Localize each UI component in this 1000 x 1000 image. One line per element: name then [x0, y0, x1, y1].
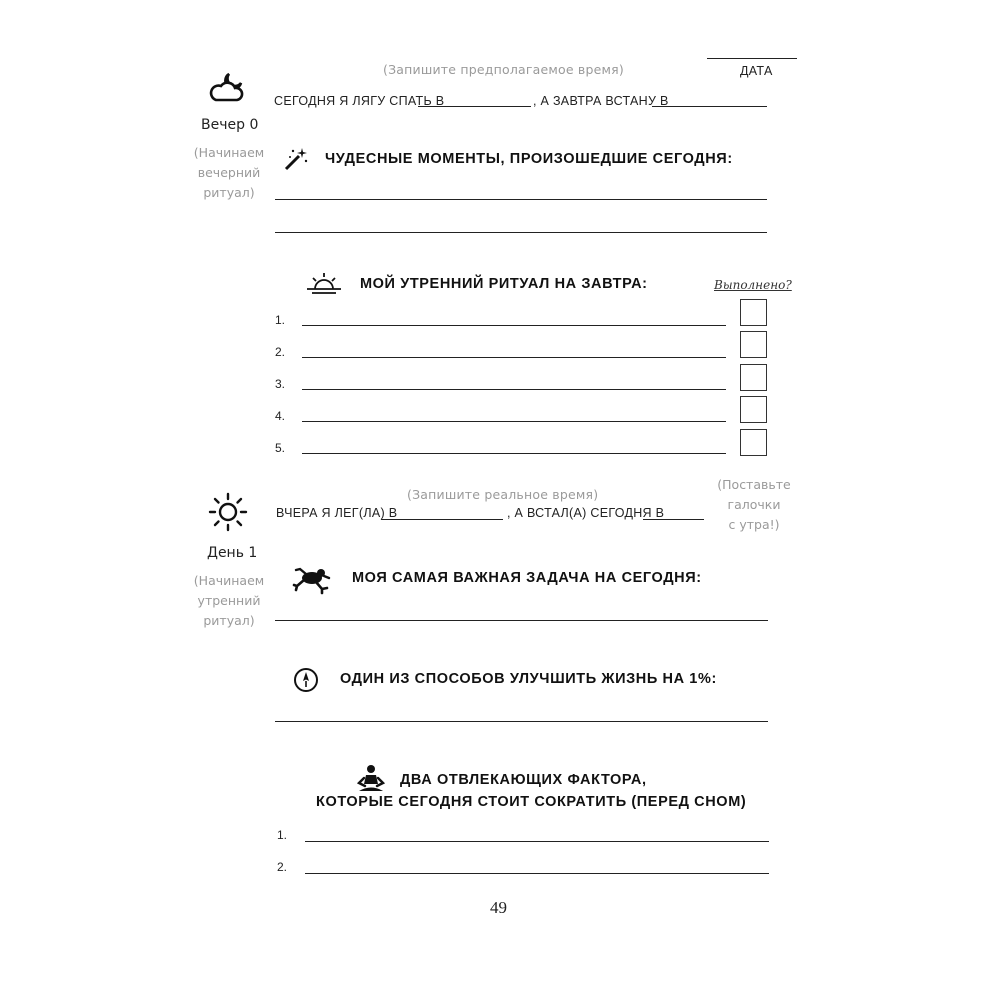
ritual-line-4[interactable]: [302, 421, 726, 422]
woke-up-field[interactable]: [643, 519, 704, 520]
important-task-heading: МОЯ САМАЯ ВАЖНАЯ ЗАДАЧА НА СЕГОДНЯ:: [352, 570, 702, 586]
sleep-sentence-part1: СЕГОДНЯ Я ЛЯГУ СПАТЬ В: [274, 94, 445, 108]
bedtime-field[interactable]: [418, 106, 531, 107]
ritual-num-2: 2.: [275, 345, 286, 359]
frog-icon: [292, 562, 332, 596]
ritual-num-5: 5.: [275, 441, 286, 455]
ritual-line-1[interactable]: [302, 325, 726, 326]
evening-ritual-hint: (Начинаем вечерний ритуал): [193, 145, 265, 200]
ritual-checkbox-1[interactable]: [740, 299, 767, 326]
went-to-bed-field[interactable]: [381, 519, 503, 520]
ritual-num-1: 1.: [275, 313, 286, 327]
morning-ritual-heading: МОЙ УТРЕННИЙ РИТУАЛ НА ЗАВТРА:: [360, 276, 648, 292]
morning-ritual-side-hint: (Начинаем утренний ритуал): [193, 573, 265, 628]
evening-title: Вечер 0: [201, 117, 259, 133]
planned-time-hint: (Запишите предполагаемое время): [383, 62, 624, 77]
yesterday-sentence-part2: , А ВСТАЛ(А) СЕГОДНЯ В: [507, 506, 665, 520]
ritual-checkbox-3[interactable]: [740, 364, 767, 391]
sleep-sentence-part2: , А ЗАВТРА ВСТАНУ В: [533, 94, 669, 108]
sun-icon: [208, 492, 248, 532]
important-task-line[interactable]: [275, 620, 768, 621]
compass-icon: [293, 667, 319, 693]
ritual-num-4: 4.: [275, 409, 286, 423]
date-label: ДАТА: [740, 64, 773, 78]
improve-life-line[interactable]: [275, 721, 768, 722]
date-line[interactable]: [707, 58, 797, 59]
improve-life-heading: ОДИН ИЗ СПОСОБОВ УЛУЧШИТЬ ЖИЗНЬ НА 1%:: [340, 671, 717, 687]
wonderful-moments-heading: ЧУДЕСНЫЕ МОМЕНТЫ, ПРОИЗОШЕДШИЕ СЕГОДНЯ:: [325, 151, 733, 167]
day-title: День 1: [207, 545, 258, 561]
ritual-line-2[interactable]: [302, 357, 726, 358]
ritual-line-3[interactable]: [302, 389, 726, 390]
distractions-heading-line2: КОТОРЫЕ СЕГОДНЯ СТОИТ СОКРАТИТЬ (ПЕРЕД СНОМ): [316, 794, 747, 810]
meditation-icon: [357, 764, 385, 794]
distraction-line-2[interactable]: [305, 873, 769, 874]
sunrise-icon: [305, 271, 343, 297]
checkmark-hint: (Поставьте галочки с утра!): [717, 477, 791, 532]
done-label: Выполнено?: [714, 278, 792, 292]
ritual-checkbox-5[interactable]: [740, 429, 767, 456]
yesterday-sentence-part1: ВЧЕРА Я ЛЕГ(ЛА) В: [276, 506, 398, 520]
moments-line-2[interactable]: [275, 232, 767, 233]
page-number: 49: [490, 898, 507, 917]
magic-wand-icon: [282, 146, 308, 172]
real-time-hint: (Запишите реальное время): [407, 487, 599, 502]
distraction-line-1[interactable]: [305, 841, 769, 842]
moon-cloud-icon: [207, 66, 247, 106]
ritual-checkbox-2[interactable]: [740, 331, 767, 358]
distractions-heading-line1: ДВА ОТВЛЕКАЮЩИХ ФАКТОРА,: [400, 772, 647, 788]
ritual-line-5[interactable]: [302, 453, 726, 454]
moments-line-1[interactable]: [275, 199, 767, 200]
ritual-checkbox-4[interactable]: [740, 396, 767, 423]
ritual-num-3: 3.: [275, 377, 286, 391]
distraction-num-1: 1.: [277, 828, 288, 842]
distraction-num-2: 2.: [277, 860, 288, 874]
wakeup-field[interactable]: [652, 106, 767, 107]
